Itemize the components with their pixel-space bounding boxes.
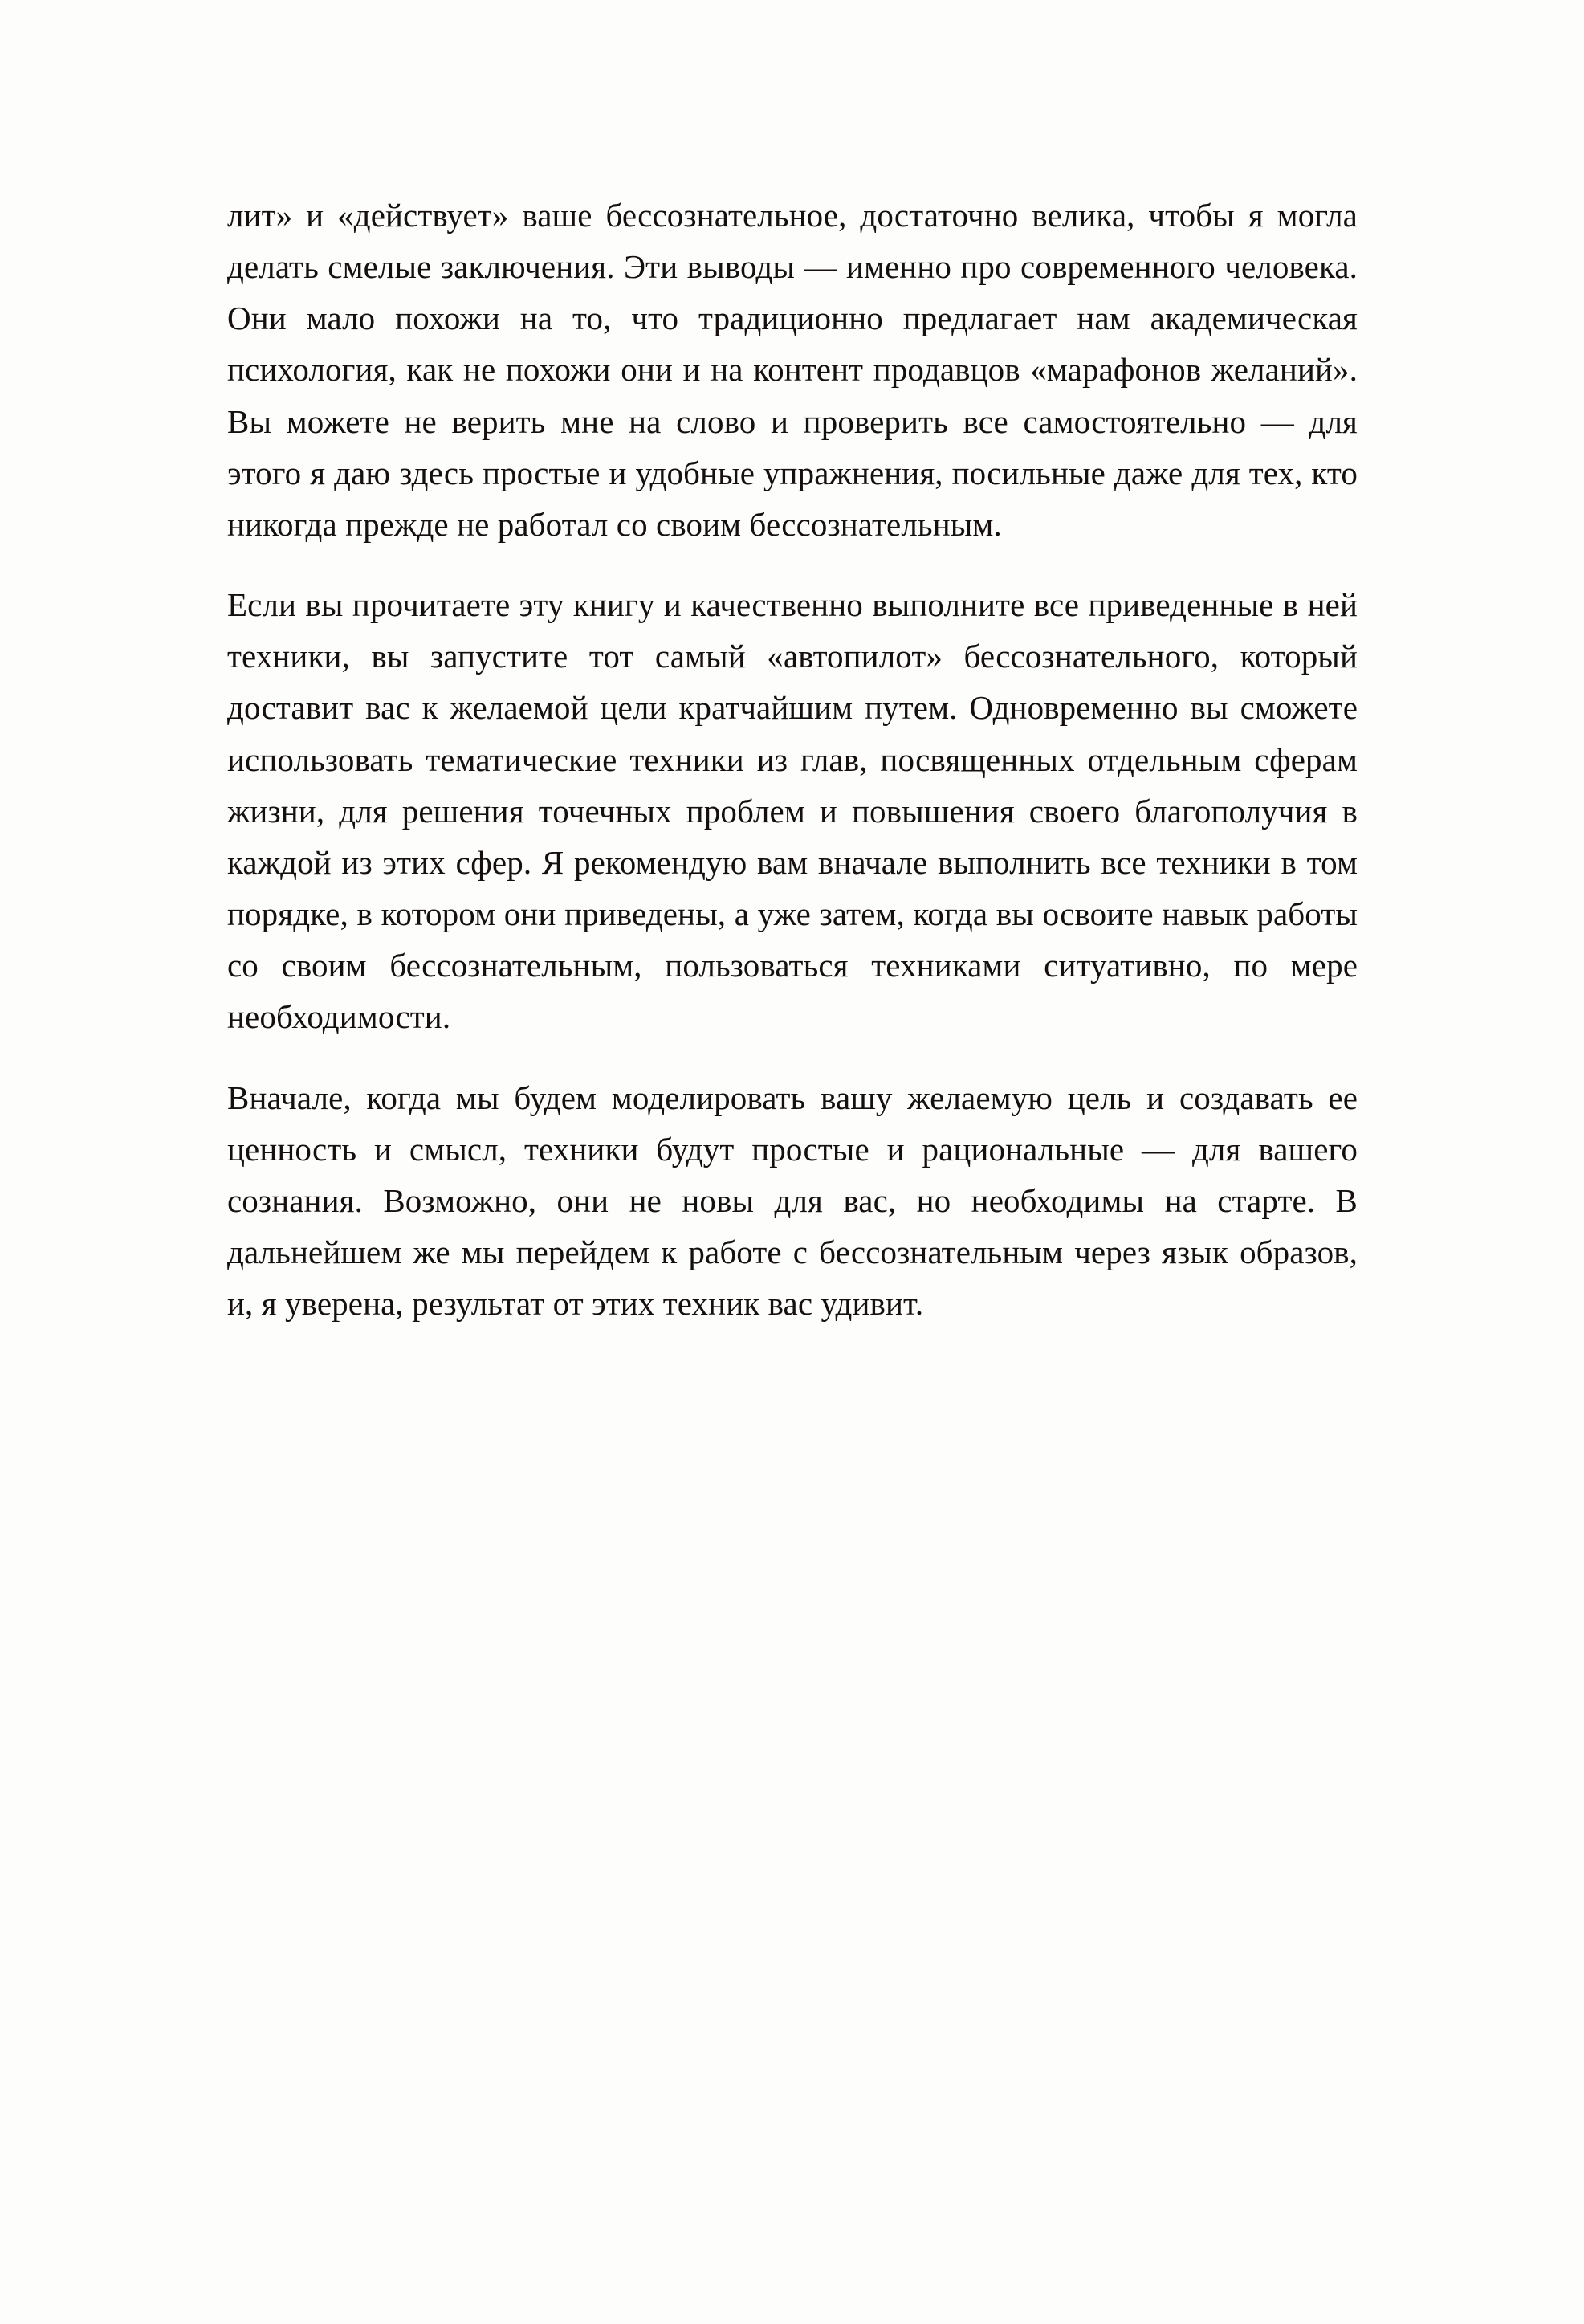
body-paragraph-3: Вначале, когда мы будем моделировать вашу желаемую цель и создавать ее ценность и смысл, техники будут простые и рациональные — для вашего сознания. Возможно, они не новы для вас, но необходимы на старте. В дальнейшем же мы перейдем к работе с бессознательным через язык образов, и, я уверена, результат от этих техник вас удивит.	[227, 1078, 1358, 1323]
body-paragraph-2: Если вы прочитаете эту книгу и качественно выполните все приведенные в ней техники, вы запустите тот самый «автопилот» бессознательного, который доставит вас к желаемой цели кратчайшим путем. Одновременно вы сможете использовать тематические техники из глав, посвященных отдельным сферам жизни, для решения точечных проблем и повышения своего благополучия в каждой из этих сфер. Я рекомендую вам вначале выполнить все техники в том порядке, в котором они приведены, а уже затем, когда вы освоите навык работы со своим бессознательным, пользоваться техниками ситуативно, по мере необходимости.	[227, 586, 1358, 1036]
body-text-column	[227, 190, 1358, 1329]
body-paragraph-1: лит» и «действует» ваше бессознательное, достаточно велика, чтобы я могла делать смелые заключения. Эти выводы — именно про современного человека. Они мало похожи на то, что традиционно предлагает нам академическая психология, как не похожи они и на контент продавцов «марафонов желаний». Вы можете не верить мне на слово и проверить все самостоятельно — для этого я даю здесь простые и удобные упражнения, посильные даже для тех, кто никогда прежде не работал со своим бессознательным.	[227, 197, 1358, 543]
